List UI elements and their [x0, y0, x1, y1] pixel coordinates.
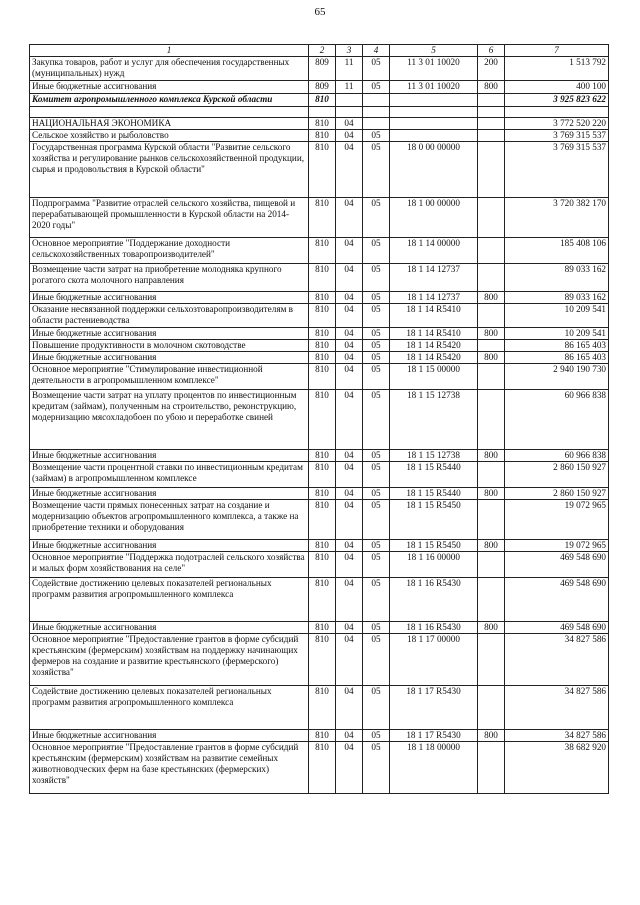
- admin-code-cell: 809: [309, 57, 336, 81]
- header-row: [30, 45, 609, 57]
- amount-cell: 34 827 586: [505, 634, 609, 686]
- table-row: [30, 730, 609, 742]
- section-code-cell: 04: [336, 198, 363, 238]
- subsection-code-cell: 05: [363, 304, 390, 328]
- target-article-cell: 11 3 01 10020: [390, 57, 478, 81]
- row-name-cell: НАЦИОНАЛЬНАЯ ЭКОНОМИКА: [30, 118, 309, 130]
- subsection-code-cell: 05: [363, 340, 390, 352]
- subsection-code-cell: 05: [363, 742, 390, 794]
- section-code-cell: 04: [336, 364, 363, 390]
- section-code-cell: 11: [336, 57, 363, 81]
- section-code-cell: [336, 107, 363, 118]
- target-article-cell: 18 1 15 12738: [390, 390, 478, 450]
- row-name-cell: Сельское хозяйство и рыболовство: [30, 130, 309, 142]
- col-header-7: 7: [505, 45, 609, 57]
- amount-cell: 2 860 150 927: [505, 462, 609, 488]
- admin-code-cell: 810: [309, 462, 336, 488]
- admin-code-cell: 810: [309, 198, 336, 238]
- table-row: [30, 500, 609, 540]
- target-article-cell: 18 1 14 R5420: [390, 340, 478, 352]
- target-article-cell: 18 1 18 00000: [390, 742, 478, 794]
- table-row: [30, 81, 609, 94]
- admin-code-cell: 810: [309, 304, 336, 328]
- admin-code-cell: 810: [309, 238, 336, 264]
- subsection-code-cell: 05: [363, 730, 390, 742]
- target-article-cell: 18 1 17 R5430: [390, 730, 478, 742]
- section-code-cell: 04: [336, 130, 363, 142]
- row-name-cell: Основное мероприятие "Предоставление грантов в форме субсидий крестьянским (фермерским) хозяйствам на поддержку начинающих фермеров на создание и развитие крестьянского (фермерского) хозяйства": [30, 634, 309, 686]
- target-article-cell: 18 1 00 00000: [390, 198, 478, 238]
- subsection-code-cell: 05: [363, 198, 390, 238]
- section-code-cell: [336, 94, 363, 107]
- subsection-code-cell: 05: [363, 292, 390, 304]
- expense-type-cell: [478, 500, 505, 540]
- section-code-cell: 04: [336, 238, 363, 264]
- row-name-cell: Содействие достижению целевых показателей региональных программ развития агропромышленного комплекса: [30, 686, 309, 730]
- table-row: [30, 142, 609, 198]
- expense-type-cell: [478, 142, 505, 198]
- admin-code-cell: 810: [309, 742, 336, 794]
- target-article-cell: 18 1 16 R5430: [390, 622, 478, 634]
- admin-code-cell: [309, 107, 336, 118]
- table-row: [30, 130, 609, 142]
- admin-code-cell: 809: [309, 81, 336, 94]
- row-name-cell: Оказание несвязанной поддержки сельхозтоваропроизводителям в области растениеводства: [30, 304, 309, 328]
- amount-cell: 1 513 792: [505, 57, 609, 81]
- target-article-cell: [390, 107, 478, 118]
- section-code-cell: 04: [336, 118, 363, 130]
- amount-cell: 469 548 690: [505, 552, 609, 578]
- target-article-cell: 18 1 17 R5430: [390, 686, 478, 730]
- section-code-cell: 04: [336, 292, 363, 304]
- admin-code-cell: 810: [309, 340, 336, 352]
- expense-type-cell: [478, 130, 505, 142]
- expense-type-cell: [478, 118, 505, 130]
- subsection-code-cell: 05: [363, 578, 390, 622]
- amount-cell: 34 827 586: [505, 730, 609, 742]
- subsection-code-cell: 05: [363, 364, 390, 390]
- expense-type-cell: 800: [478, 450, 505, 462]
- row-name-cell: Возмещение части прямых понесенных затрат на создание и модернизацию объектов агропромышленного комплекса, а также на приобретение техники и оборудования: [30, 500, 309, 540]
- section-code-cell: 04: [336, 622, 363, 634]
- admin-code-cell: 810: [309, 142, 336, 198]
- subsection-code-cell: 05: [363, 686, 390, 730]
- expense-type-cell: [478, 94, 505, 107]
- admin-code-cell: 810: [309, 622, 336, 634]
- row-name-cell: Возмещение части процентной ставки по инвестиционным кредитам (займам) в агропромышленном комплексе: [30, 462, 309, 488]
- admin-code-cell: 810: [309, 578, 336, 622]
- target-article-cell: 18 1 14 12737: [390, 292, 478, 304]
- amount-cell: 38 682 920: [505, 742, 609, 794]
- row-name-cell: Иные бюджетные ассигнования: [30, 540, 309, 552]
- expense-type-cell: [478, 198, 505, 238]
- row-name-cell: Возмещение части затрат на приобретение молодняка крупного рогатого скота молочного направления: [30, 264, 309, 292]
- col-header-2: 2: [309, 45, 336, 57]
- expense-type-cell: 800: [478, 292, 505, 304]
- amount-cell: 469 548 690: [505, 578, 609, 622]
- admin-code-cell: 810: [309, 118, 336, 130]
- amount-cell: 3 720 382 170: [505, 198, 609, 238]
- table-row: [30, 540, 609, 552]
- admin-code-cell: 810: [309, 94, 336, 107]
- table-row: [30, 304, 609, 328]
- row-name-cell: Комитет агропромышленного комплекса Курской области: [30, 94, 309, 107]
- subsection-code-cell: 05: [363, 352, 390, 364]
- expense-type-cell: [478, 390, 505, 450]
- expense-type-cell: [478, 340, 505, 352]
- target-article-cell: 18 1 16 R5430: [390, 578, 478, 622]
- table-row: [30, 118, 609, 130]
- admin-code-cell: 810: [309, 552, 336, 578]
- admin-code-cell: 810: [309, 730, 336, 742]
- row-name-cell: Иные бюджетные ассигнования: [30, 292, 309, 304]
- target-article-cell: 18 1 14 00000: [390, 238, 478, 264]
- subsection-code-cell: 05: [363, 130, 390, 142]
- table-row: [30, 552, 609, 578]
- section-code-cell: 04: [336, 352, 363, 364]
- expense-type-cell: [478, 686, 505, 730]
- row-name-cell: Подпрограмма "Развитие отраслей сельского хозяйства, пищевой и перерабатывающей промышленности в Курской области на 2014-2020 годы": [30, 198, 309, 238]
- expense-type-cell: 800: [478, 328, 505, 340]
- row-name-cell: Основное мероприятие "Поддержание доходности сельскохозяйственных товаропроизводителей": [30, 238, 309, 264]
- section-code-cell: 04: [336, 552, 363, 578]
- target-article-cell: 18 1 15 00000: [390, 364, 478, 390]
- target-article-cell: 11 3 01 10020: [390, 81, 478, 94]
- target-article-cell: [390, 118, 478, 130]
- section-code-cell: 04: [336, 450, 363, 462]
- subsection-code-cell: 05: [363, 264, 390, 292]
- col-header-5: 5: [390, 45, 478, 57]
- table-row: [30, 198, 609, 238]
- row-name-cell: Закупка товаров, работ и услуг для обеспечения государственных (муниципальных) нужд: [30, 57, 309, 81]
- admin-code-cell: 810: [309, 500, 336, 540]
- section-code-cell: 04: [336, 264, 363, 292]
- section-code-cell: 04: [336, 634, 363, 686]
- row-name-cell: Иные бюджетные ассигнования: [30, 328, 309, 340]
- expense-type-cell: [478, 462, 505, 488]
- amount-cell: 10 209 541: [505, 304, 609, 328]
- subsection-code-cell: 05: [363, 81, 390, 94]
- amount-cell: 3 769 315 537: [505, 142, 609, 198]
- admin-code-cell: 810: [309, 130, 336, 142]
- section-code-cell: 04: [336, 142, 363, 198]
- row-name-cell: Возмещение части затрат на уплату процентов по инвестиционным кредитам (займам), полученным на строительство, реконструкцию, модернизацию мясохладобоен по убою и переработке свиней: [30, 390, 309, 450]
- admin-code-cell: 810: [309, 328, 336, 340]
- col-header-4: 4: [363, 45, 390, 57]
- amount-cell: 86 165 403: [505, 340, 609, 352]
- row-name-cell: Иные бюджетные ассигнования: [30, 730, 309, 742]
- section-code-cell: 04: [336, 540, 363, 552]
- section-code-cell: 04: [336, 328, 363, 340]
- amount-cell: 60 966 838: [505, 390, 609, 450]
- expense-type-cell: [478, 264, 505, 292]
- subsection-code-cell: [363, 107, 390, 118]
- subsection-code-cell: 05: [363, 142, 390, 198]
- amount-cell: 34 827 586: [505, 686, 609, 730]
- amount-cell: 3 769 315 537: [505, 130, 609, 142]
- subsection-code-cell: 05: [363, 634, 390, 686]
- admin-code-cell: 810: [309, 540, 336, 552]
- section-code-cell: 04: [336, 500, 363, 540]
- page-number: 65: [314, 6, 326, 18]
- section-code-cell: 04: [336, 304, 363, 328]
- target-article-cell: 18 1 15 R5450: [390, 500, 478, 540]
- row-name-cell: Повышение продуктивности в молочном скотоводстве: [30, 340, 309, 352]
- subsection-code-cell: 05: [363, 462, 390, 488]
- section-code-cell: 04: [336, 340, 363, 352]
- table-row: [30, 340, 609, 352]
- admin-code-cell: 810: [309, 352, 336, 364]
- section-code-cell: 04: [336, 390, 363, 450]
- row-name-cell: Иные бюджетные ассигнования: [30, 488, 309, 500]
- subsection-code-cell: [363, 94, 390, 107]
- expense-type-cell: [478, 552, 505, 578]
- admin-code-cell: 810: [309, 488, 336, 500]
- amount-cell: 3 925 823 622: [505, 94, 609, 107]
- expense-type-cell: [478, 304, 505, 328]
- section-code-cell: 04: [336, 462, 363, 488]
- subsection-code-cell: [363, 118, 390, 130]
- section-code-cell: 04: [336, 578, 363, 622]
- subsection-code-cell: 05: [363, 552, 390, 578]
- amount-cell: 469 548 690: [505, 622, 609, 634]
- target-article-cell: [390, 130, 478, 142]
- target-article-cell: 18 1 14 R5410: [390, 304, 478, 328]
- admin-code-cell: 810: [309, 450, 336, 462]
- amount-cell: 86 165 403: [505, 352, 609, 364]
- subsection-code-cell: 05: [363, 328, 390, 340]
- section-code-cell: 04: [336, 488, 363, 500]
- table-row: [30, 742, 609, 794]
- admin-code-cell: 810: [309, 364, 336, 390]
- table-row: [30, 94, 609, 107]
- row-name-cell: [30, 107, 309, 118]
- expense-type-cell: 800: [478, 540, 505, 552]
- table-row: [30, 292, 609, 304]
- row-name-cell: Иные бюджетные ассигнования: [30, 81, 309, 94]
- table-row: [30, 578, 609, 622]
- table-row: [30, 328, 609, 340]
- expense-type-cell: 800: [478, 488, 505, 500]
- expense-type-cell: [478, 578, 505, 622]
- expense-type-cell: [478, 364, 505, 390]
- target-article-cell: 18 1 14 R5420: [390, 352, 478, 364]
- target-article-cell: 18 0 00 00000: [390, 142, 478, 198]
- subsection-code-cell: 05: [363, 450, 390, 462]
- table-row: [30, 352, 609, 364]
- table-row: [30, 686, 609, 730]
- table-row: [30, 622, 609, 634]
- expense-type-cell: 800: [478, 352, 505, 364]
- amount-cell: 19 072 965: [505, 500, 609, 540]
- subsection-code-cell: 05: [363, 390, 390, 450]
- row-name-cell: Иные бюджетные ассигнования: [30, 622, 309, 634]
- target-article-cell: 18 1 15 R5450: [390, 540, 478, 552]
- table-row: [30, 107, 609, 118]
- amount-cell: 19 072 965: [505, 540, 609, 552]
- table-row: [30, 364, 609, 390]
- row-name-cell: Основное мероприятие "Предоставление грантов в форме субсидий крестьянским (фермерским) хозяйствам на развитие семейных животноводческих ферм на базе крестьянских (фермерских) хозяйств": [30, 742, 309, 794]
- table-row: [30, 450, 609, 462]
- amount-cell: 185 408 106: [505, 238, 609, 264]
- col-header-1: 1: [30, 45, 309, 57]
- target-article-cell: 18 1 15 R5440: [390, 488, 478, 500]
- table-row: [30, 57, 609, 81]
- subsection-code-cell: 05: [363, 238, 390, 264]
- amount-cell: 89 033 162: [505, 292, 609, 304]
- amount-cell: 89 033 162: [505, 264, 609, 292]
- expense-type-cell: [478, 742, 505, 794]
- target-article-cell: 18 1 15 12738: [390, 450, 478, 462]
- row-name-cell: Иные бюджетные ассигнования: [30, 352, 309, 364]
- section-code-cell: 11: [336, 81, 363, 94]
- amount-cell: 3 772 520 220: [505, 118, 609, 130]
- admin-code-cell: 810: [309, 634, 336, 686]
- target-article-cell: 18 1 14 R5410: [390, 328, 478, 340]
- target-article-cell: 18 1 14 12737: [390, 264, 478, 292]
- subsection-code-cell: 05: [363, 488, 390, 500]
- row-name-cell: Содействие достижению целевых показателей региональных программ развития агропромышленного комплекса: [30, 578, 309, 622]
- expense-type-cell: [478, 238, 505, 264]
- expense-type-cell: 800: [478, 730, 505, 742]
- table-row: [30, 462, 609, 488]
- amount-cell: 400 100: [505, 81, 609, 94]
- table-row: [30, 390, 609, 450]
- amount-cell: 10 209 541: [505, 328, 609, 340]
- table-row: [30, 488, 609, 500]
- budget-table: [29, 44, 609, 794]
- subsection-code-cell: 05: [363, 500, 390, 540]
- row-name-cell: Государственная программа Курской области "Развитие сельского хозяйства и регулирование рынков сельскохозяйственной продукции, сырья и продовольствия в Курской области": [30, 142, 309, 198]
- subsection-code-cell: 05: [363, 622, 390, 634]
- row-name-cell: Иные бюджетные ассигнования: [30, 450, 309, 462]
- amount-cell: 2 860 150 927: [505, 488, 609, 500]
- expense-type-cell: 200: [478, 57, 505, 81]
- admin-code-cell: 810: [309, 292, 336, 304]
- table-row: [30, 238, 609, 264]
- admin-code-cell: 810: [309, 264, 336, 292]
- target-article-cell: [390, 94, 478, 107]
- amount-cell: [505, 107, 609, 118]
- expense-type-cell: [478, 634, 505, 686]
- subsection-code-cell: 05: [363, 540, 390, 552]
- target-article-cell: 18 1 16 00000: [390, 552, 478, 578]
- col-header-3: 3: [336, 45, 363, 57]
- expense-type-cell: [478, 107, 505, 118]
- admin-code-cell: 810: [309, 390, 336, 450]
- section-code-cell: 04: [336, 742, 363, 794]
- table-row: [30, 264, 609, 292]
- expense-type-cell: 800: [478, 622, 505, 634]
- subsection-code-cell: 05: [363, 57, 390, 81]
- row-name-cell: Основное мероприятие "Поддержка подотраслей сельского хозяйства и малых форм хозяйствования на селе": [30, 552, 309, 578]
- row-name-cell: Основное мероприятие "Стимулирование инвестиционной деятельности в агропромышленном комплексе": [30, 364, 309, 390]
- col-header-6: 6: [478, 45, 505, 57]
- section-code-cell: 04: [336, 730, 363, 742]
- table-row: [30, 634, 609, 686]
- amount-cell: 60 966 838: [505, 450, 609, 462]
- target-article-cell: 18 1 15 R5440: [390, 462, 478, 488]
- expense-type-cell: 800: [478, 81, 505, 94]
- section-code-cell: 04: [336, 686, 363, 730]
- amount-cell: 2 940 190 730: [505, 364, 609, 390]
- target-article-cell: 18 1 17 00000: [390, 634, 478, 686]
- admin-code-cell: 810: [309, 686, 336, 730]
